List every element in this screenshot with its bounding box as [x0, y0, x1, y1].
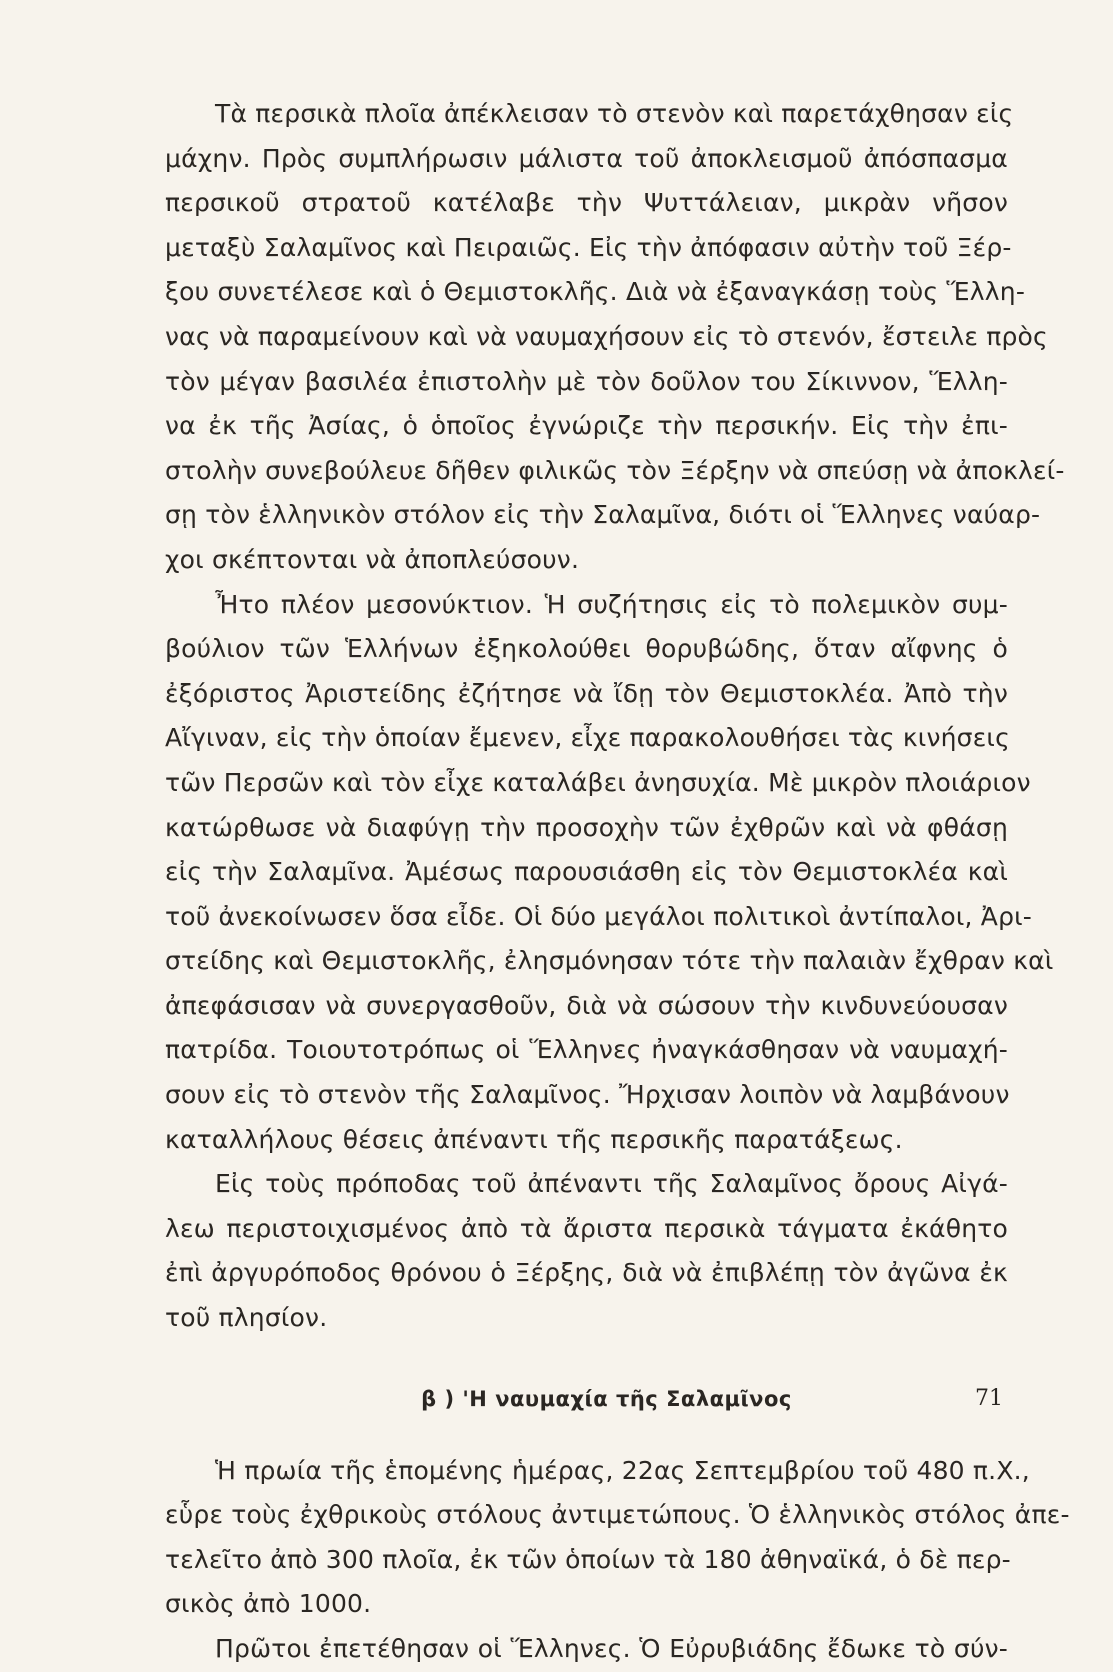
text-line: περσικοῦ στρατοῦ κατέλαβε τὴν Ψυττάλειαν, μικρὰν νῆσον	[165, 188, 1008, 218]
text-line: τῶν Περσῶν καὶ τὸν εἶχε καταλάβει ἀνησυχία. Μὲ μικρὸν πλοιάριον	[165, 767, 1031, 797]
text-line: κατώρθωσε νὰ διαφύγῃ τὴν προσοχὴν τῶν ἐχθρῶν καὶ νὰ φθάσῃ	[165, 812, 1008, 842]
text-line: μεταξὺ Σαλαμῖνος καὶ Πειραιῶς. Εἰς τὴν ἀπόφασιν αὐτὴν τοῦ Ξέρ-	[165, 232, 1012, 262]
page-body	[165, 92, 1070, 1672]
section-heading: β ) 'Η ναυμαχία τῆς Σαλαμῖνος	[421, 1386, 792, 1411]
text-line: τελεῖτο ἀπὸ 300 πλοῖα, ἐκ τῶν ὁποίων τὰ 180 ἀθηναϊκά, ὁ δὲ περ-	[165, 1544, 1011, 1574]
text-line: ξου συνετέλεσε καὶ ὁ Θεμιστοκλῆς. Διὰ νὰ ἐξαναγκάσῃ τοὺς Ἕλλη-	[165, 277, 1026, 307]
paragraph-4	[165, 1449, 1070, 1627]
text-line: εἰς τὴν Σαλαμῖνα. Ἀμέσως παρουσιάσθη εἰς τὸν Θεμιστοκλέα καὶ	[165, 857, 1008, 887]
text-line: σικὸς ἀπὸ 1000.	[165, 1589, 372, 1619]
text-line: στείδης καὶ Θεμιστοκλῆς, ἐλησμόνησαν τότε τὴν παλαιὰν ἔχθραν καὶ	[165, 946, 1054, 976]
text-line: τοῦ πλησίον.	[165, 1303, 328, 1333]
text-line: στολὴν συνεβούλευε δῆθεν φιλικῶς τὸν Ξέρξην νὰ σπεύσῃ νὰ ἀποκλεί-	[165, 455, 1065, 485]
paragraph-2	[165, 583, 1054, 1163]
text-line: να ἐκ τῆς Ἀσίας, ὁ ὁποῖος ἐγνώριζε τὴν περσικήν. Εἰς τὴν ἐπι-	[165, 411, 1008, 441]
text-line: τοῦ ἀνεκοίνωσεν ὅσα εἶδε. Οἱ δύο μεγάλοι πολιτικοὶ ἀντίπαλοι, Ἀρι-	[165, 901, 1033, 931]
text-line: πατρίδα. Τοιουτοτρόπως οἱ Ἕλληνες ἠναγκάσθησαν νὰ ναυμαχή-	[165, 1035, 1008, 1065]
text-line: λεω περιστοιχισμένος ἀπὸ τὰ ἄριστα περσικὰ τάγματα ἐκάθητο	[165, 1213, 1008, 1243]
text-line: ἀπεφάσισαν νὰ συνεργασθοῦν, διὰ νὰ σώσουν τὴν κινδυνεύουσαν	[165, 990, 1008, 1020]
spacer	[165, 1421, 1008, 1449]
text-line: Αἴγιναν, εἰς τὴν ὁποίαν ἔμενεν, εἶχε παρακολουθήσει τὰς κινήσεις	[165, 723, 1010, 753]
text-line: ἐπὶ ἀργυρόποδος θρόνου ὁ Ξέρξης, διὰ νὰ ἐπιβλέπῃ τὸν ἀγῶνα ἐκ	[165, 1258, 1008, 1288]
text-line: ἐξόριστος Ἀριστείδης ἐζήτησε νὰ ἴδῃ τὸν Θεμιστοκλέα. Ἀπὸ τὴν	[165, 678, 1008, 708]
paragraph-5	[165, 1627, 1008, 1672]
text-line: Εἰς τοὺς πρόποδας τοῦ ἀπέναντι τῆς Σαλαμῖνος ὄρους Αἰγά-	[215, 1169, 1008, 1199]
page-number: 71	[975, 1386, 1003, 1411]
paragraph-1	[165, 92, 1065, 583]
text-line: καταλλήλους θέσεις ἀπέναντι τῆς περσικῆς παρατάξεως.	[165, 1124, 903, 1154]
spacer	[165, 1341, 1008, 1377]
text-line: μάχην. Πρὸς συμπλήρωσιν μάλιστα τοῦ ἀποκλεισμοῦ ἀπόσπασμα	[165, 143, 1008, 173]
paragraph-3	[165, 1162, 1008, 1340]
text-line: Ἡ πρωία τῆς ἑπομένης ἡμέρας, 22ας Σεπτεμβρίου τοῦ 480 π.Χ.,	[215, 1455, 1030, 1485]
text-line: Πρῶτοι ἐπετέθησαν οἱ Ἕλληνες. Ὁ Εὐρυβιάδης ἔδωκε τὸ σύν-	[215, 1634, 1008, 1663]
text-line: νας νὰ παραμείνουν καὶ νὰ ναυμαχήσουν εἰς τὸ στενόν, ἔστειλε πρὸς	[165, 321, 1048, 351]
text-line: Τὰ περσικὰ πλοῖα ἀπέκλεισαν τὸ στενὸν καὶ παρετάχθησαν εἰς	[215, 99, 1014, 128]
text-line: Ἦτο πλέον μεσονύκτιον. Ἡ συζήτησις εἰς τὸ πολεμικὸν συμ-	[215, 589, 1008, 619]
text-line: βούλιον τῶν Ἑλλήνων ἐξηκολούθει θορυβώδης, ὅταν αἴφνης ὁ	[165, 634, 1008, 664]
text-line: σῃ τὸν ἑλληνικὸν στόλον εἰς τὴν Σαλαμῖνα, διότι οἱ Ἕλληνες ναύαρ-	[165, 500, 1041, 530]
text-line: τὸν μέγαν βασιλέα ἐπιστολὴν μὲ τὸν δοῦλον του Σίκιννον, Ἕλλη-	[165, 366, 1008, 396]
text-line: χοι σκέπτονται νὰ ἀποπλεύσουν.	[165, 544, 580, 574]
text-line: σουν εἰς τὸ στενὸν τῆς Σαλαμῖνος. Ἤρχισαν λοιπὸν νὰ λαμβάνουν	[165, 1080, 1010, 1110]
text-line: εὗρε τοὺς ἐχθρικοὺς στόλους ἀντιμετώπους. Ὁ ἑλληνικὸς στόλος ἀπε-	[165, 1500, 1070, 1530]
